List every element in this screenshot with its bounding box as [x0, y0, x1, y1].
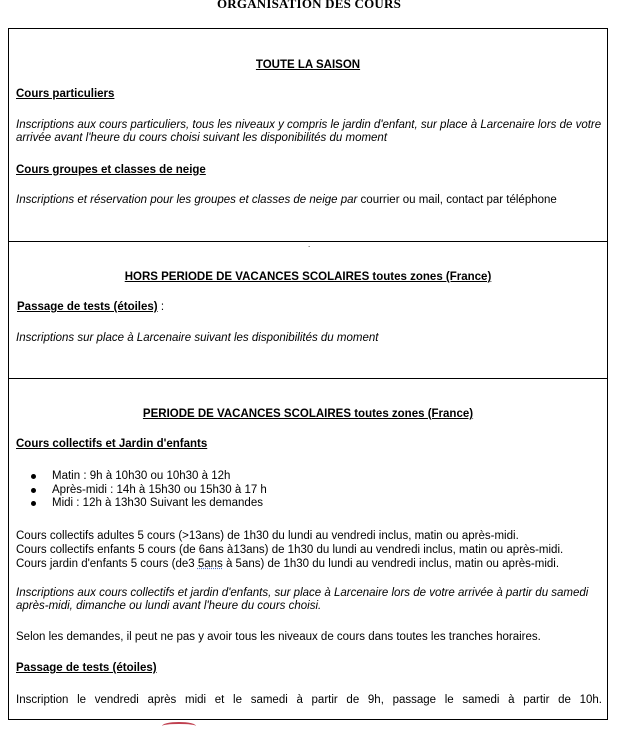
page-title: ORGANISATION DES COURS [216, 0, 402, 11]
holidays-section [9, 379, 607, 721]
collective-lessons-title: Cours collectifs et Jardin d'enfants [16, 438, 208, 450]
red-decoration [162, 722, 196, 730]
holidays-heading: PERIODE DE VACANCES SCOLAIRES toutes zones (France) [142, 408, 474, 420]
private-lessons-text: Inscriptions aux cours particuliers, tous les niveaux y compris le jardin d'enfant, sur place à Larcenaire lors de votre arrivée avant l'heure du cours choisi suivant les disponibilités du moment [16, 119, 602, 144]
off-holidays-heading: HORS PERIODE DE VACANCES SCOLAIRES toutes zones (France) [124, 271, 492, 283]
off-holidays-text: Inscriptions sur place à Larcenaire suivant les disponibilités du moment [16, 332, 379, 344]
schedule-table [8, 28, 608, 720]
schedule-item-afternoon: Après-midi : 14h à 15h30 ou 15h30 à 17 h [9, 484, 607, 498]
group-lessons-title: Cours groupes et classes de neige [16, 164, 206, 176]
private-lessons-title: Cours particuliers [16, 88, 115, 100]
schedule-list [9, 470, 607, 511]
off-holidays-tests-title: Passage de tests (étoiles) : [17, 301, 165, 313]
garden-course-line: Cours jardin d'enfants 5 cours (de3 5ans à 5ans) de 1h30 du lundi au vendredi inclus, matin ou après-midi. [16, 558, 560, 570]
season-section [9, 29, 607, 242]
children-course-line: Cours collectifs enfants 5 cours (de 6ans à13ans) de 1h30 du lundi au vendredi inclus, matin ou après-midi. [16, 544, 564, 556]
dot-mark: . [308, 240, 311, 249]
schedule-item-morning: Matin : 9h à 10h30 ou 10h30 à 12h [9, 470, 607, 484]
group-lessons-text: Inscriptions et réservation pour les groupes et classes de neige par courrier ou mail, contact par téléphone [16, 194, 557, 206]
off-holidays-section [9, 242, 607, 379]
course-details [16, 529, 602, 571]
adults-course-line: Cours collectifs adultes 5 cours (>13ans) de 1h30 du lundi au vendredi inclus, matin ou après-midi. [16, 530, 519, 542]
collective-registration-text: Inscriptions aux cours collectifs et jardin d'enfants, sur place à Larcenaire lors de votre arrivée à partir du samedi après-midi, dimanche ou lundi avant l'heure du cours choisi. [16, 587, 589, 612]
levels-note: Selon les demandes, il peut ne pas y avoir tous les niveaux de cours dans toutes les tranches horaires. [16, 631, 541, 643]
season-heading: TOUTE LA SAISON [255, 59, 361, 71]
holidays-tests-text: Inscription le vendredi après midi et le samedi à partir de 9h, passage le samedi à partir de 10h. [16, 694, 602, 706]
holidays-tests-title: Passage de tests (étoiles) [16, 662, 157, 674]
schedule-item-noon: Midi : 12h à 13h30 Suivant les demandes [9, 497, 607, 511]
